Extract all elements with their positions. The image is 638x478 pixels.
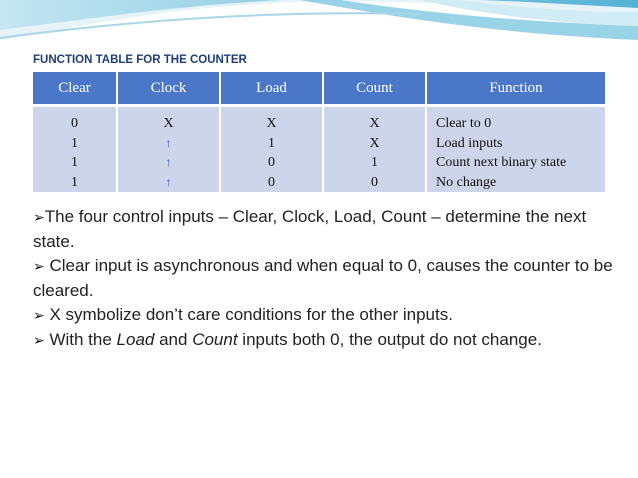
clock-value: X <box>163 116 174 131</box>
clock-column <box>117 106 220 193</box>
column-header-function: Function <box>426 72 605 106</box>
column-header-clear: Clear <box>33 72 117 106</box>
bullet-text: The four control inputs – Clear, Clock, Load, Count – determine the next state. <box>33 207 587 251</box>
rising-edge-arrow-icon: ↑ <box>165 174 172 189</box>
bullet-text: inputs both 0, the output do not change. <box>237 329 542 349</box>
bullet-emphasis-load: Load <box>116 329 155 349</box>
rising-edge-arrow-icon: ↑ <box>165 135 172 150</box>
column-header-load: Load <box>220 72 323 106</box>
clear-value: 1 <box>71 135 78 151</box>
function-table <box>33 72 605 192</box>
bullet-emphasis-count: Count <box>192 329 238 349</box>
function-value: Clear to 0 <box>436 116 492 131</box>
clear-value: 1 <box>71 155 78 170</box>
function-column <box>426 106 605 193</box>
arrow-bullet-icon: ➢ <box>33 209 45 225</box>
column-header-clock: Clock <box>117 72 220 106</box>
bullet-item <box>33 328 623 353</box>
bullet-item <box>33 254 623 303</box>
rising-edge-arrow-icon: ↑ <box>165 155 172 169</box>
load-value: 0 <box>268 174 275 190</box>
arrow-bullet-icon: ➢ <box>33 307 45 323</box>
function-value: Count next binary state <box>436 155 567 170</box>
load-column <box>220 106 323 193</box>
count-value: X <box>369 116 380 131</box>
count-column <box>323 106 426 193</box>
column-header-count: Count <box>323 72 426 106</box>
clear-value: 0 <box>71 116 78 131</box>
load-value: 0 <box>268 155 275 170</box>
bullet-text: X symbolize don’t care conditions for the other inputs. <box>44 305 453 324</box>
load-value: X <box>266 116 277 131</box>
arrow-bullet-icon: ➢ <box>33 258 45 274</box>
clear-value: 1 <box>71 174 78 190</box>
function-value: No change <box>436 174 497 190</box>
bullet-item <box>33 303 623 328</box>
bullet-item <box>33 205 623 254</box>
bullet-text: and <box>154 329 193 349</box>
count-value: 1 <box>371 155 378 170</box>
bullet-list <box>33 205 623 352</box>
load-value: 1 <box>268 135 275 151</box>
function-value: Load inputs <box>436 135 503 151</box>
bullet-text: Clear input is asynchronous and when equal to 0, causes the counter to be cleared. <box>33 256 613 300</box>
table-header-row <box>33 72 605 106</box>
count-value: 0 <box>371 174 378 190</box>
count-value: X <box>369 135 380 151</box>
arrow-bullet-icon: ➢ <box>33 331 45 348</box>
table-heading: FUNCTION TABLE FOR THE COUNTER <box>33 54 247 66</box>
bullet-text: With the <box>44 329 117 349</box>
table-body-row <box>33 106 605 193</box>
clear-column <box>33 106 117 193</box>
